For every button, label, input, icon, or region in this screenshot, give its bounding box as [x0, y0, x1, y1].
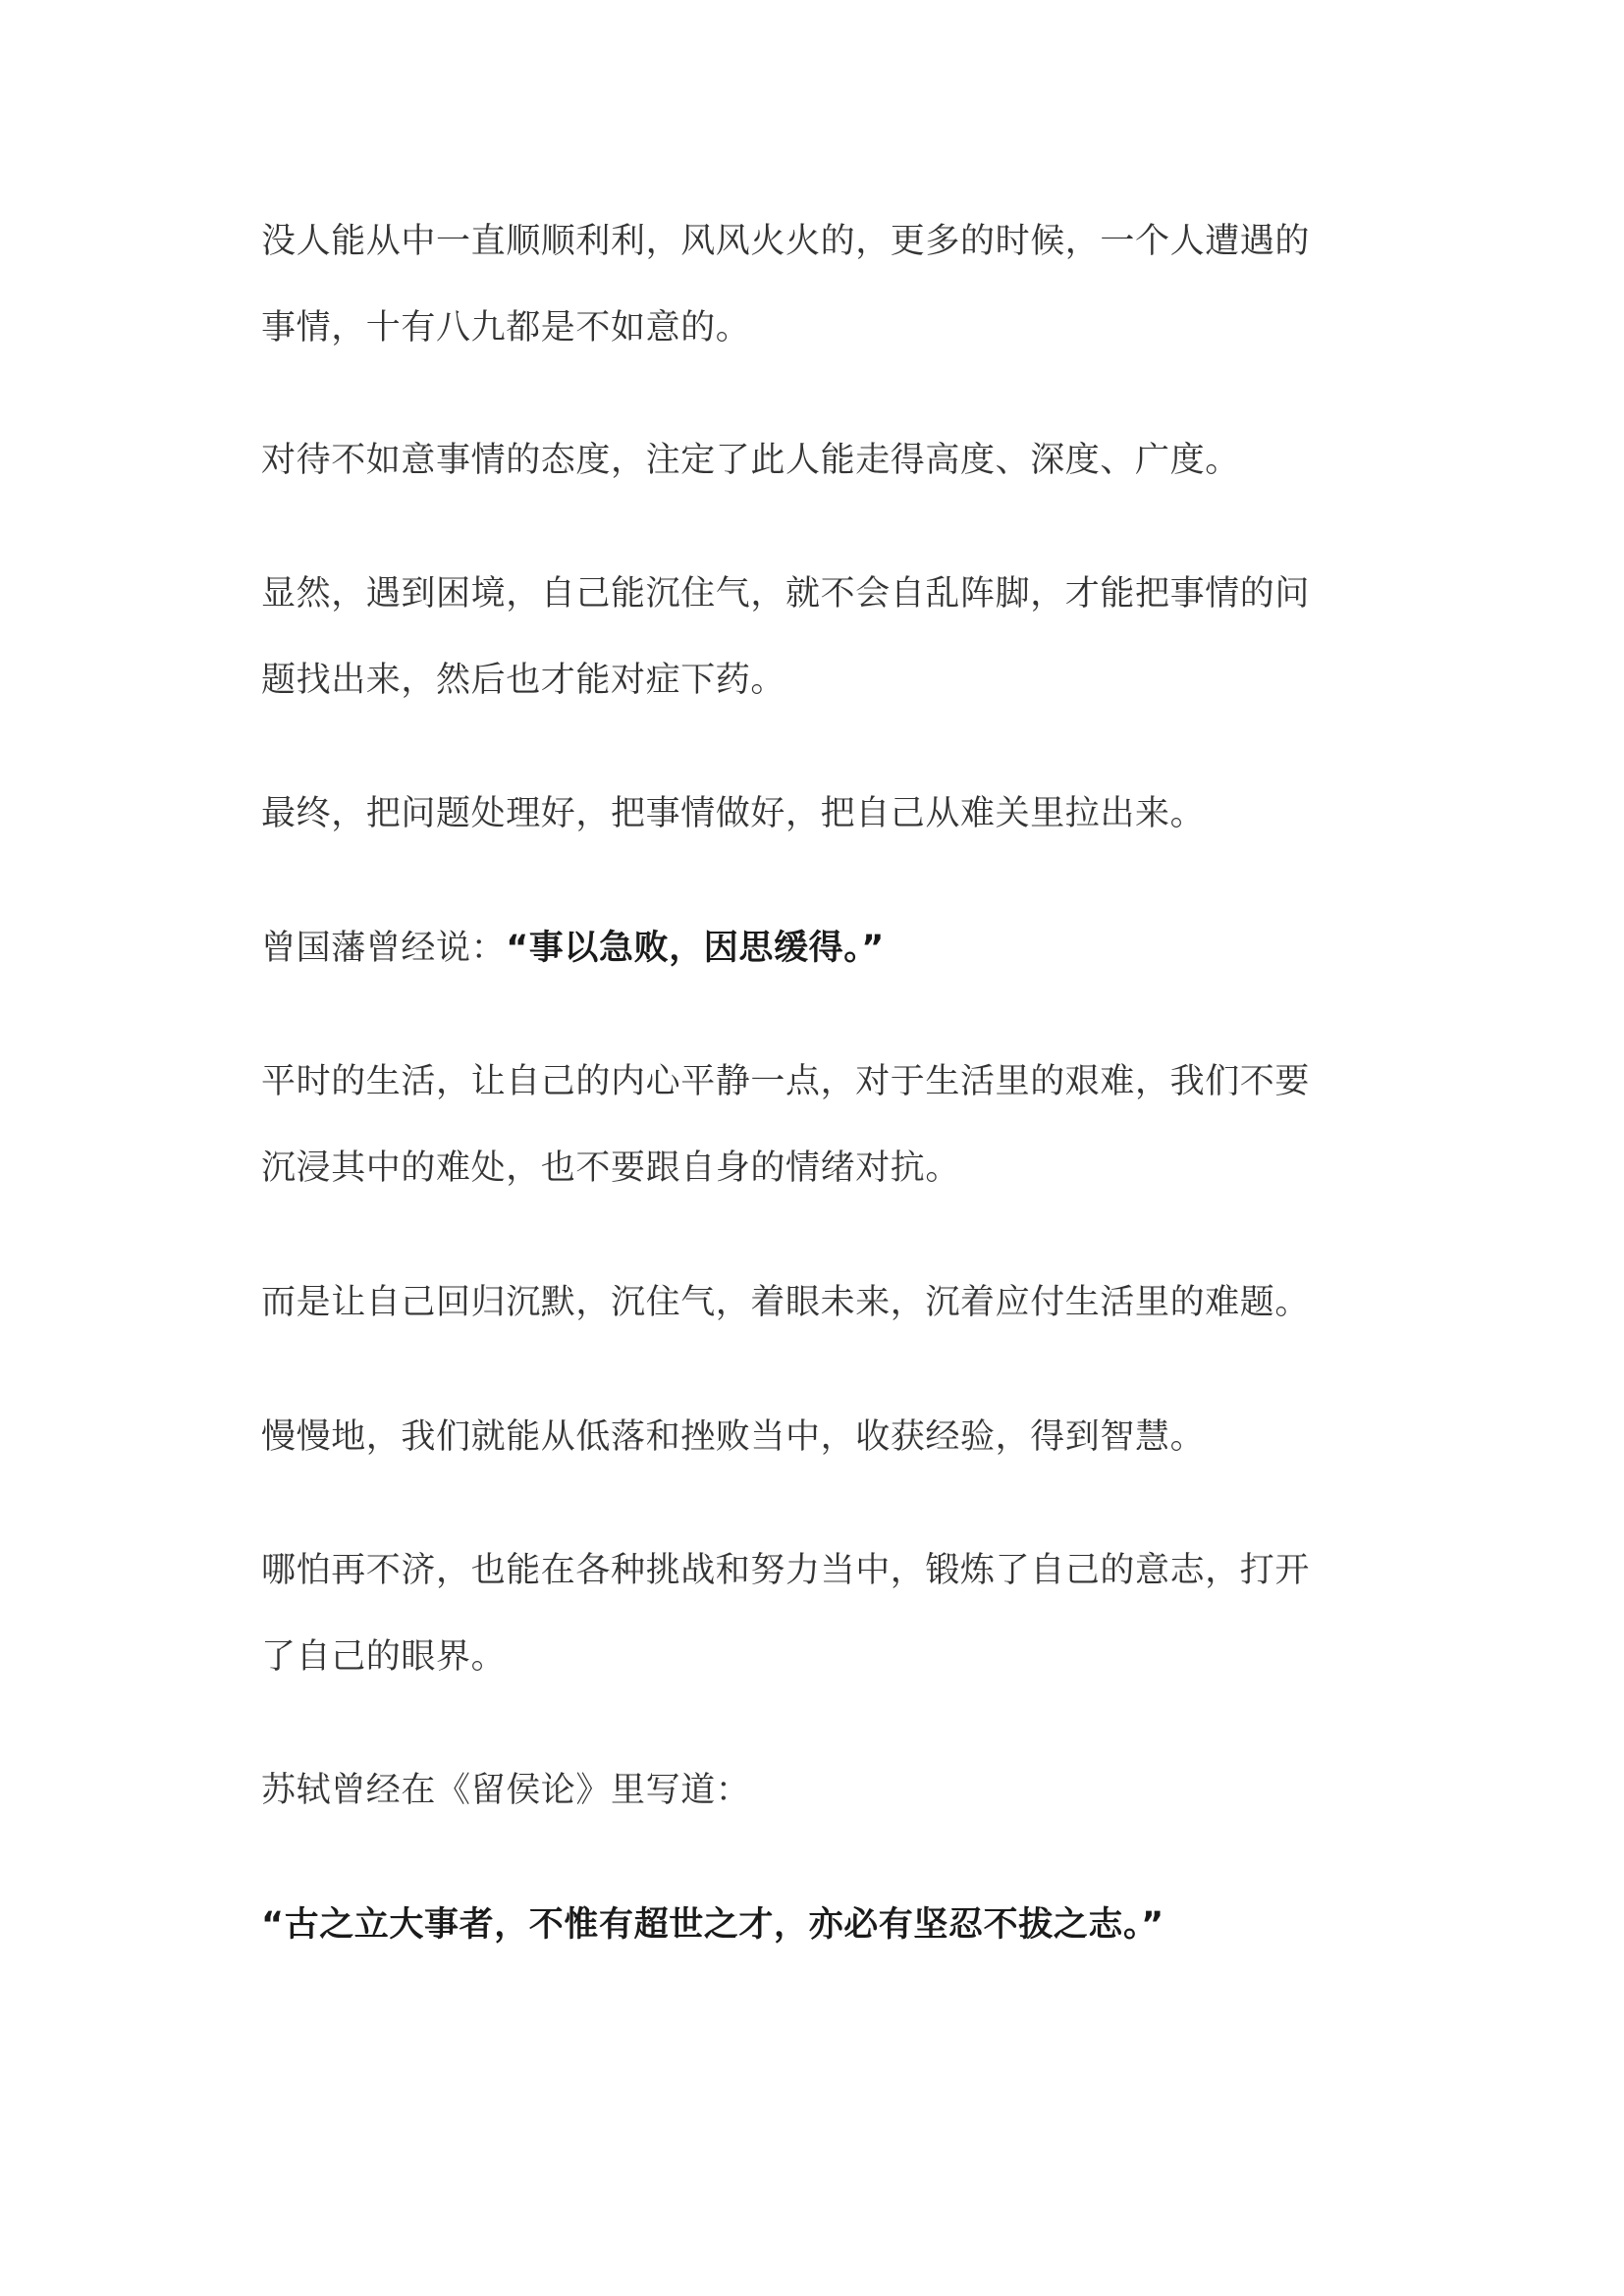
paragraph-1 — [261, 198, 1361, 371]
paragraph-4 — [261, 771, 1361, 857]
text-line: 显然，遇到困境，自己能沉住气，就不会自乱阵脚，才能把事情的问 — [261, 574, 1311, 614]
text-line: 慢慢地，我们就能从低落和挫败当中，收获经验，得到智慧。 — [261, 1417, 1206, 1457]
text-line: 了自己的眼界。 — [261, 1637, 507, 1677]
quote-text: “古之立大事者，不惟有超世之才，亦必有坚忍不拔之志。” — [261, 1905, 1164, 1945]
text-line: 而是让自己回归沉默，沉住气，着眼未来，沉着应付生活里的难题。 — [261, 1283, 1311, 1322]
paragraph-10 — [261, 1747, 1361, 1834]
text-line: 事情，十有八九都是不如意的。 — [261, 308, 751, 347]
text-line: 题找出来，然后也才能对症下药。 — [261, 661, 786, 700]
text-line: 平时的生活，让自己的内心平静一点，对于生活里的艰难，我们不要 — [261, 1062, 1311, 1101]
paragraph-7 — [261, 1259, 1361, 1346]
text-line: 沉浸其中的难处，也不要跟自身的情绪对抗。 — [261, 1148, 961, 1188]
quote-attribution: 曾国藩曾经说： — [261, 929, 507, 968]
paragraph-quote-su-shi — [261, 1882, 1361, 1968]
paragraph-8 — [261, 1394, 1361, 1480]
quote-text: “事以急败，因思缓得。” — [506, 929, 885, 968]
paragraph-6 — [261, 1039, 1361, 1211]
paragraph-quote-zeng-guofan — [261, 905, 1361, 991]
text-line: 哪怕再不济，也能在各种挑战和努力当中，锻炼了自己的意志，打开 — [261, 1551, 1311, 1590]
paragraph-9 — [261, 1527, 1361, 1700]
text-line — [261, 905, 1361, 991]
paragraph-3 — [261, 551, 1361, 723]
text-line: 对待不如意事情的态度，注定了此人能走得高度、深度、广度。 — [261, 441, 1240, 480]
paragraph-2 — [261, 417, 1361, 504]
text-line: 最终，把问题处理好，把事情做好，把自己从难关里拉出来。 — [261, 794, 1206, 833]
text-line: 苏轼曾经在《留侯论》里写道： — [261, 1771, 751, 1810]
text-line: 没人能从中一直顺顺利利，风风火火的，更多的时候，一个人遭遇的 — [261, 222, 1311, 261]
